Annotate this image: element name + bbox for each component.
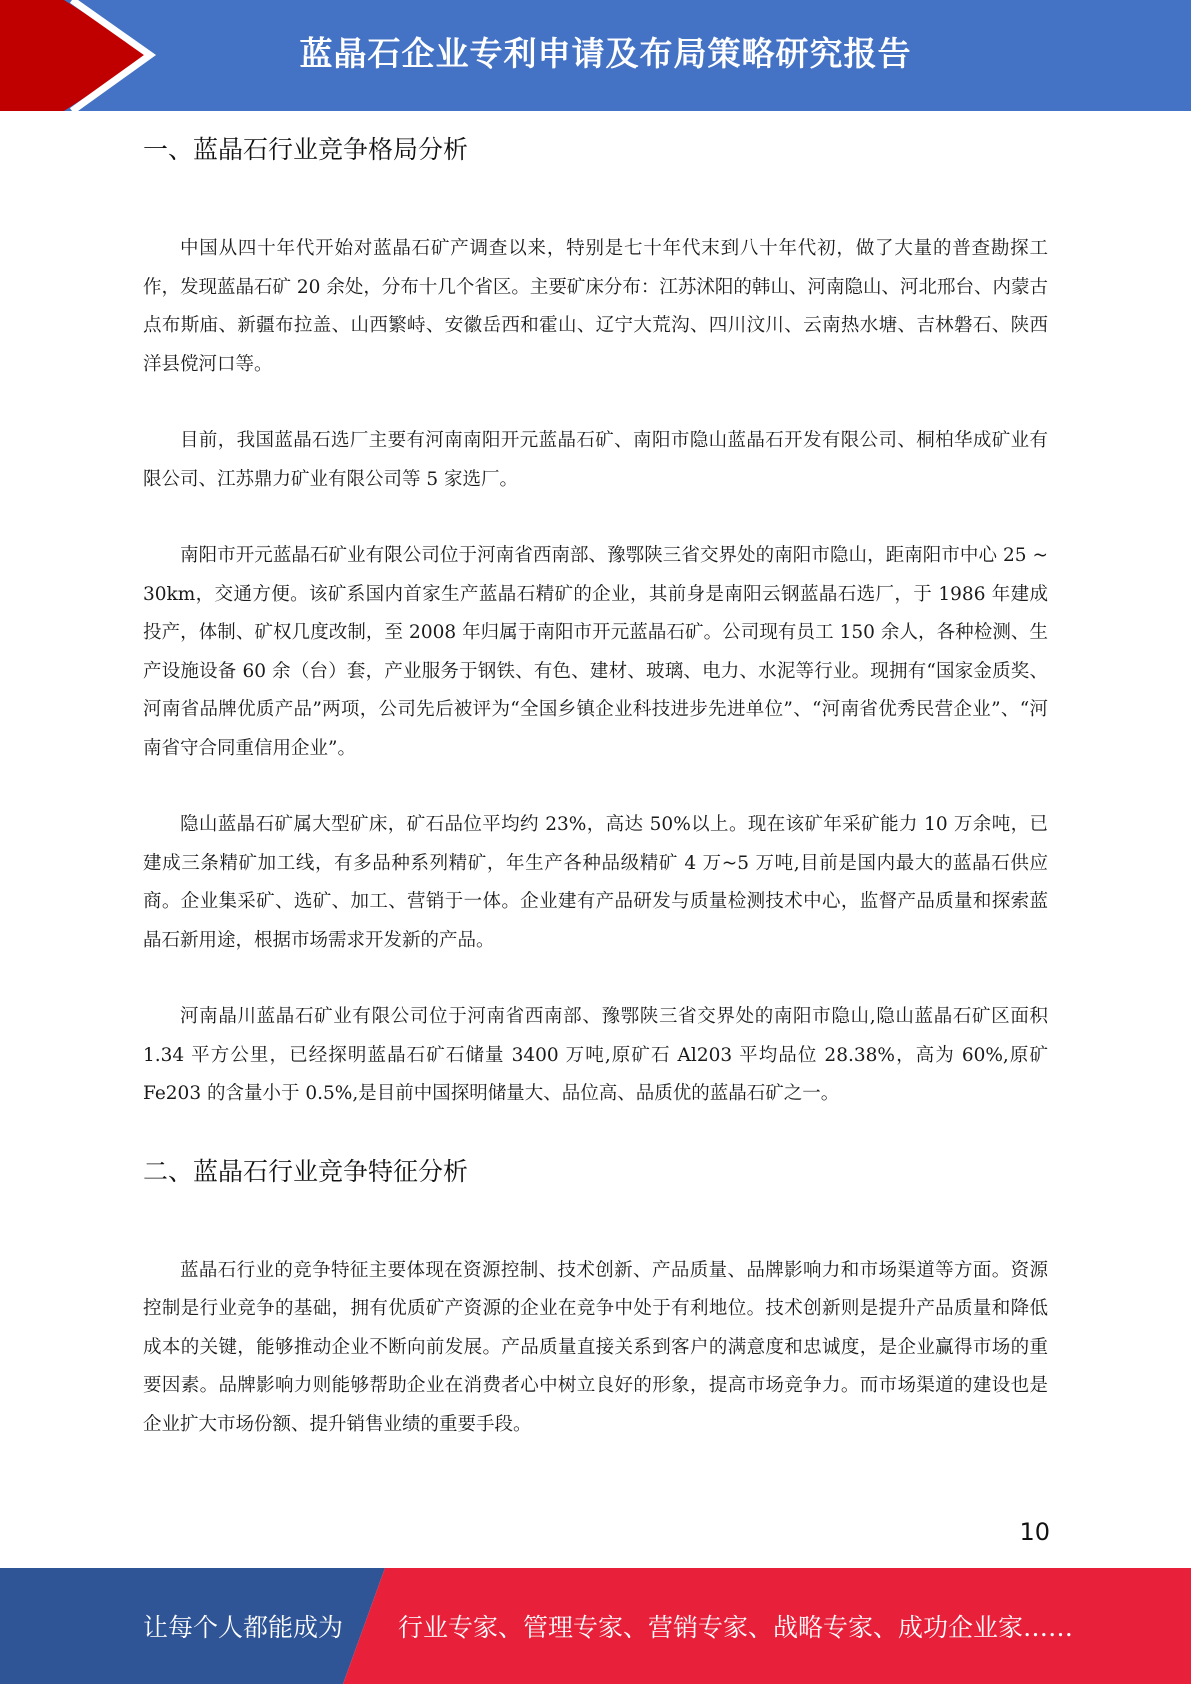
page-header bbox=[0, 0, 1191, 111]
paragraph-1-2: 目前，我国蓝晶石选厂主要有河南南阳开元蓝晶石矿、南阳市隐山蓝晶石开发有限公司、桐柏华成矿业有限公司、江苏鼎力矿业有限公司等 5 家选厂。 bbox=[143, 430, 1048, 490]
page-number: 10 bbox=[1019, 1518, 1050, 1546]
footer-slogan-left: 让每个人都能成为 bbox=[143, 1613, 344, 1642]
page-content bbox=[143, 130, 1048, 1444]
section-heading-2: 二、蓝晶石行业竞争特征分析 bbox=[143, 1156, 469, 1186]
section-heading-1: 一、蓝晶石行业竞争格局分析 bbox=[143, 135, 469, 164]
paragraph-1-3: 南阳市开元蓝晶石矿业有限公司位于河南省西南部、豫鄂陕三省交界处的南阳市隐山，距南阳市中心 25 ~ 30km，交通方便。该矿系国内首家生产蓝晶石精矿的企业，其前身是南阳云钢蓝晶石选厂，于 1986 年建成投产，体制、矿权几度改制，至 2008 年归属于南阳市开元蓝晶石矿。公司现有员工 150 余人，各种检测、生产设施设备 60 余（台）套，产业服务于钢铁、有色、建材、玻璃、电力、水泥等行业。现拥有“国家金质奖、河南省品牌优质产品”两项，公司先后被评为“全国乡镇企业科技进步先进单位”、“河南省优秀民营企业”、“河南省守合同重信用企业”。 bbox=[143, 545, 1048, 759]
paragraph-1-5: 河南晶川蓝晶石矿业有限公司位于河南省西南部、豫鄂陕三省交界处的南阳市隐山,隐山蓝晶石矿区面积 1.34 平方公里，已经探明蓝晶石矿石储量 3400 万吨,原矿石 Al203 平均品位 28.38%，高为 60%,原矿 Fe203 的含量小于 0.5%,是目前中国探明储量大、品位高、品质优的蓝晶石矿之一。 bbox=[143, 1006, 1048, 1104]
paragraph-2-1: 蓝晶石行业的竞争特征主要体现在资源控制、技术创新、产品质量、品牌影响力和市场渠道等方面。资源控制是行业竞争的基础，拥有优质矿产资源的企业在竞争中处于有利地位。技术创新则是提升产品质量和降低成本的关键，能够推动企业不断向前发展。产品质量直接关系到客户的满意度和忠诚度，是企业赢得市场的重要因素。品牌影响力则能够帮助企业在消费者心中树立良好的形象，提高市场竞争力。而市场渠道的建设也是企业扩大市场份额、提升销售业绩的重要手段。 bbox=[143, 1259, 1048, 1435]
footer-slogan-right: 行业专家、管理专家、营销专家、战略专家、成功企业家…… bbox=[398, 1613, 1074, 1642]
paragraph-1-1: 中国从四十年代开始对蓝晶石矿产调查以来，特别是七十年代末到八十年代初，做了大量的普查勘探工作，发现蓝晶石矿 20 余处，分布十几个省区。主要矿床分布：江苏沭阳的韩山、河南隐山、河北邢台、内蒙古点布斯庙、新疆布拉盖、山西繁峙、安徽岳西和霍山、辽宁大荒沟、四川汶川、云南热水塘、吉林磐石、陕西洋县傥河口等。 bbox=[143, 238, 1048, 375]
report-title: 蓝晶石企业专利申请及布局策略研究报告 bbox=[299, 34, 912, 73]
page-footer bbox=[0, 1568, 1191, 1684]
paragraph-1-4: 隐山蓝晶石矿属大型矿床，矿石品位平均约 23%，高达 50%以上。现在该矿年采矿能力 10 万余吨，已建成三条精矿加工线，有多品种系列精矿，年生产各种品级精矿 4 万~5 万吨,目前是国内最大的蓝晶石供应商。企业集采矿、选矿、加工、营销于一体。企业建有产品研发与质量检测技术中心，监督产品质量和探索蓝晶石新用途，根据市场需求开发新的产品。 bbox=[143, 814, 1048, 951]
